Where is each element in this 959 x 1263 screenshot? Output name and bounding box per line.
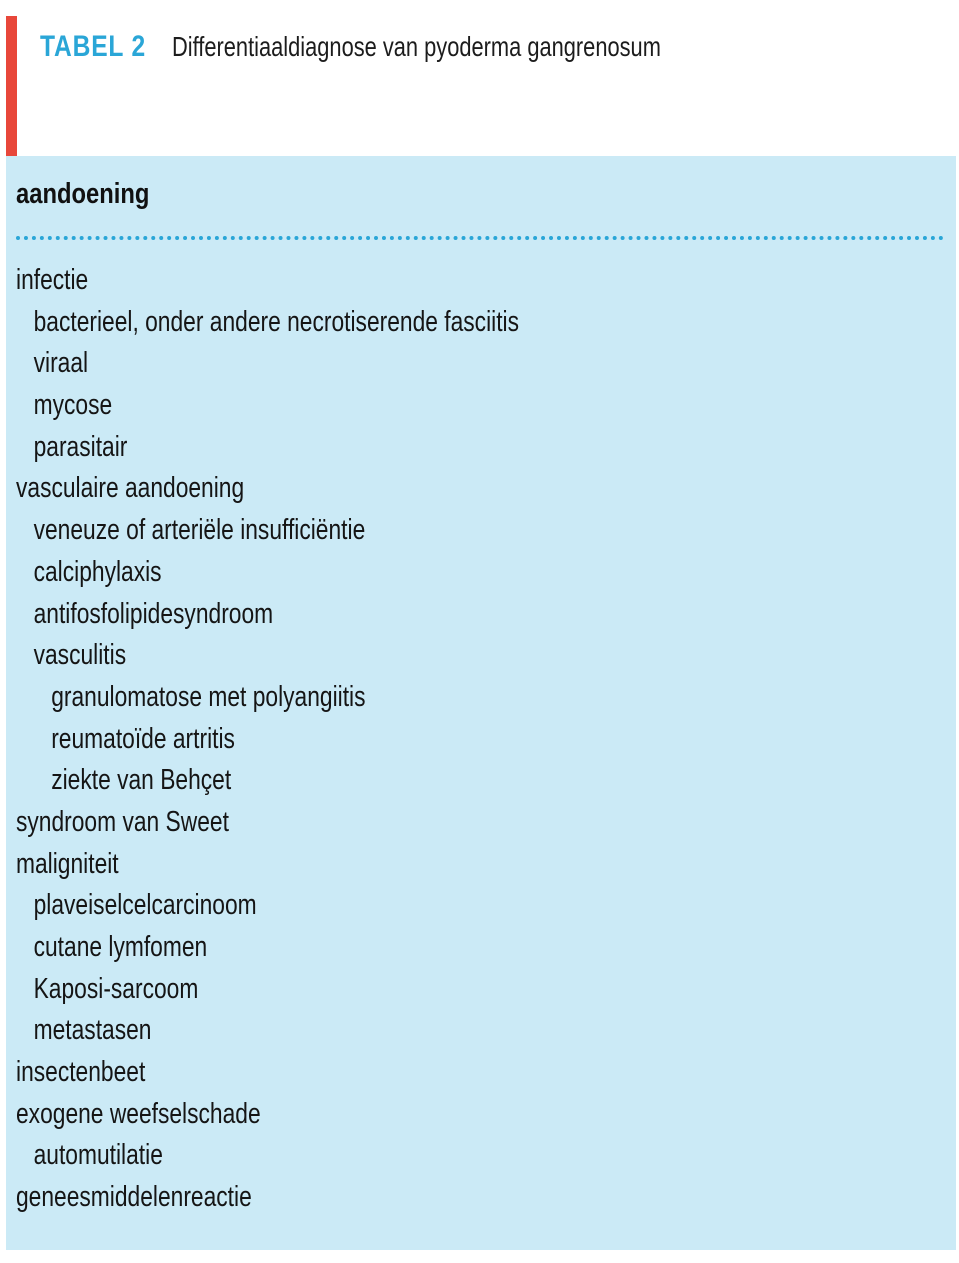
column-header: aandoening <box>16 178 150 210</box>
table-caption <box>40 30 799 80</box>
table-row: syndroom van Sweet <box>16 805 229 838</box>
table-row: Kaposi-sarcoom <box>33 972 199 1005</box>
table-title: Differentiaaldiagnose van pyoderma gangrenosum <box>172 31 661 62</box>
table-row: reumatoïde artritis <box>51 722 235 755</box>
table-row: vasculaire aandoening <box>16 472 245 505</box>
table-row: mycose <box>33 389 113 422</box>
table-row: vasculitis <box>33 639 127 672</box>
table-body <box>6 156 956 1250</box>
table-row: exogene weefselschade <box>16 1097 261 1130</box>
table-rows <box>16 260 936 1219</box>
table-row: ziekte van Behçet <box>51 764 232 797</box>
table-row: antifosfolipidesyndroom <box>33 597 274 630</box>
header-divider <box>16 236 944 240</box>
table-row: infectie <box>16 264 89 296</box>
table-row: maligniteit <box>16 847 119 880</box>
accent-bar <box>6 16 17 156</box>
table-row: viraal <box>33 347 89 380</box>
table-row: granulomatose met polyangiitis <box>51 680 366 713</box>
table-row: plaveiselcelcarcinoom <box>33 889 257 922</box>
table-row: automutilatie <box>33 1139 163 1172</box>
table-row: geneesmiddelenreactie <box>16 1181 252 1214</box>
table-label: TABEL 2 <box>40 30 146 63</box>
table-row: calciphylaxis <box>33 555 162 588</box>
table-row: cutane lymfomen <box>33 931 208 963</box>
table-row: veneuze of arteriële insufficiëntie <box>33 514 366 547</box>
table-row: parasitair <box>33 430 128 463</box>
table-row: bacterieel, onder andere necrotiserende fasciitis <box>33 305 520 338</box>
table-row: insectenbeet <box>16 1056 146 1089</box>
table-row: metastasen <box>33 1014 152 1047</box>
